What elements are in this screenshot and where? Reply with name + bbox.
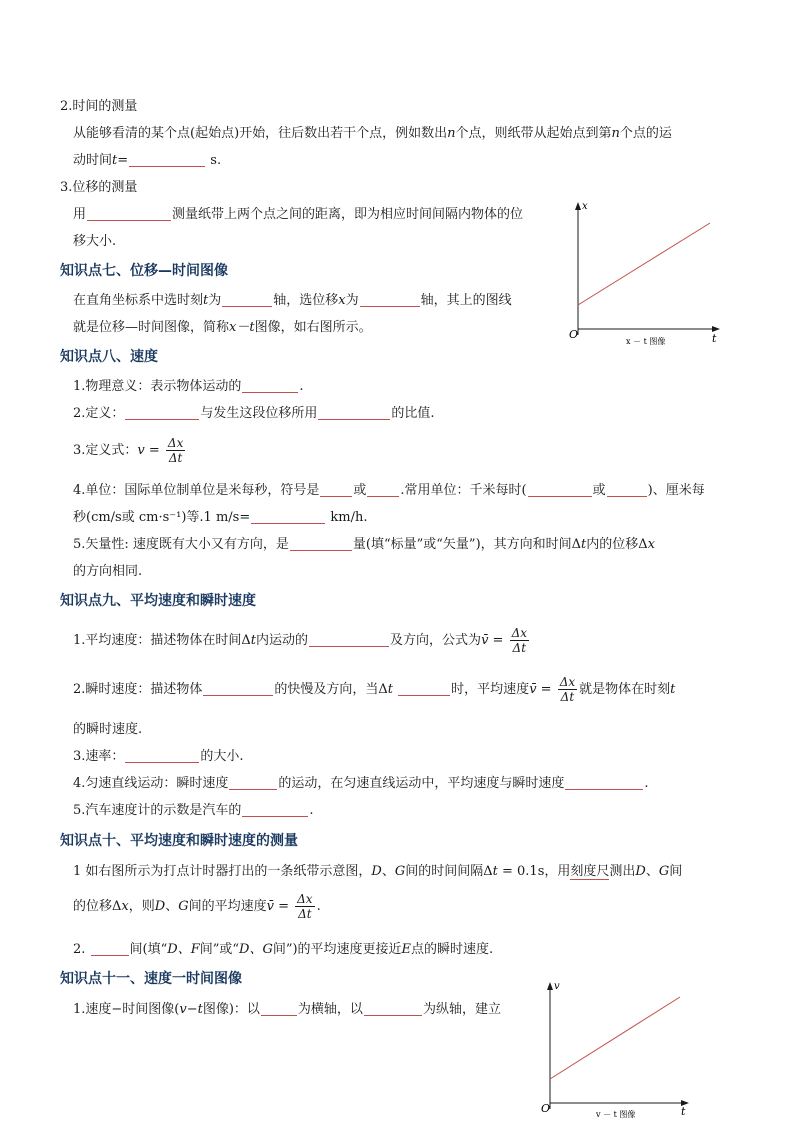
v-t-graph (534, 975, 704, 1124)
sec2-line1: 从能够看清的某个点(起始点)开始，往后数出若干个点，例如数出n个点，则纸带从起始点到第n个点的运 (73, 126, 672, 141)
k7-line2: 就是位移—时间图像，简称x－t图像，如右图所示。 (73, 320, 372, 335)
fraction: $\frac{\Delta x}{\Delta t}$ (297, 892, 313, 921)
k8-item1: 1.物理意义：表示物体运动的 . (73, 379, 304, 394)
blank[interactable] (125, 406, 199, 420)
k9-item2-line2: 的瞬时速度. (73, 722, 143, 737)
blank[interactable] (320, 483, 352, 497)
k8-item4-line1: 4.单位：国际单位制单位是米每秒，符号是 或 .常用单位：千米每时( 或 )、厘米每 (73, 483, 705, 498)
blank[interactable] (398, 682, 450, 696)
blank[interactable] (125, 749, 199, 763)
k10-item1-line1: 1 如右图所示为打点计时器打出的一条纸带示意图，D、G间的时间间隔Δt = 0.1s，用刻度尺测出D、G间 (73, 864, 683, 879)
k8-item5-line2: 的方向相同. (73, 564, 143, 579)
k9-item5: 5.汽车速度计的示数是汽车的 . (73, 803, 314, 818)
blank[interactable] (360, 293, 420, 307)
k8-item2: 2.定义： 与发生这段位移所用 的比值. (73, 406, 435, 421)
blank[interactable] (318, 406, 390, 420)
sec3-line2: 移大小. (73, 234, 117, 249)
heading-k10: 知识点十、平均速度和瞬时速度的测量 (60, 833, 298, 849)
k10-item1-line2: 的位移Δx，则D、G间的平均速度v̄ = $\frac{\Delta x}{\Delta t}$ . (73, 892, 321, 921)
k11-item1: 1.速度−时间图像(v−t图像)：以 为横轴，以 为纵轴，建立 (73, 1002, 501, 1017)
heading-k8: 知识点八、速度 (60, 349, 158, 365)
sec2-title: 2.时间的测量 (60, 99, 138, 114)
blank[interactable] (222, 293, 272, 307)
blank[interactable] (242, 803, 308, 817)
blank[interactable] (528, 483, 592, 497)
k9-item3: 3.速率： 的大小. (73, 749, 244, 764)
k9-item2: 2.瞬时速度：描述物体 的快慢及方向，当Δt 时，平均速度v̄ = $\frac{\Delta x}{\Delta t}$ 就是物体在时刻t (73, 675, 676, 704)
blank[interactable] (229, 776, 277, 790)
blank[interactable] (367, 483, 399, 497)
blank[interactable] (565, 776, 643, 790)
ruler-link: 刻度尺 (570, 864, 610, 879)
sec3-title: 3.位移的测量 (60, 180, 138, 195)
fraction: $\frac{\Delta x}{\Delta t}$ (167, 436, 184, 465)
graph-caption: x － t 图像 (626, 337, 666, 346)
origin-label: O (541, 1102, 551, 1115)
blank[interactable] (261, 1002, 297, 1016)
sec2-line2: 动时间t= s. (73, 153, 222, 168)
x-t-graph (560, 195, 730, 354)
k8-item3: 3.定义式：v = $\frac{\Delta x}{\Delta t}$ (73, 436, 184, 465)
blank[interactable] (607, 483, 647, 497)
k8-item4-line2: 秒(cm/s或 cm·s⁻¹)等.1 m/s= km/h. (73, 510, 368, 525)
k8-item5-line1: 5.矢量性: 速度既有大小又有方向，是 量(填“标量”或“矢量”)，其方向和时间Δt内的位移Δx (73, 537, 656, 552)
x-axis-label: t (712, 332, 717, 345)
blank[interactable] (251, 510, 325, 524)
y-axis-label: v (554, 981, 560, 992)
fraction: $\frac{\Delta x}{\Delta t}$ (511, 626, 528, 655)
heading-k11: 知识点十一、速度一时间图像 (60, 971, 242, 987)
blank[interactable] (203, 682, 273, 696)
blank[interactable] (91, 942, 129, 956)
graph-caption: v － t 图像 (596, 1110, 636, 1119)
k10-item2: 2. 间(填“D、F间”或“D、G间”)的平均速度更接近E点的瞬时速度. (73, 942, 494, 957)
y-axis-label: x (582, 201, 588, 212)
fraction: $\frac{\Delta x}{\Delta t}$ (559, 675, 576, 704)
k9-item4: 4.匀速直线运动：瞬时速度 的运动，在匀速直线运动中，平均速度与瞬时速度 . (73, 776, 649, 791)
blank[interactable] (129, 153, 205, 167)
blank[interactable] (290, 537, 352, 551)
sec3-line1: 用 测量纸带上两个点之间的距离，即为相应时间间隔内物体的位 (73, 207, 524, 222)
heading-k7: 知识点七、位移—时间图像 (60, 263, 228, 279)
x-axis-label: t (681, 1105, 686, 1118)
heading-k9: 知识点九、平均速度和瞬时速度 (60, 593, 256, 609)
blank[interactable] (242, 379, 298, 393)
k7-line1: 在直角坐标系中选时刻t为 轴，选位移x为 轴，其上的图线 (73, 293, 512, 308)
k9-item1: 1.平均速度：描述物体在时间Δt内运动的 及方向，公式为v̄ = $\frac{\Delta x}{\Delta t}$ (73, 626, 528, 655)
blank[interactable] (309, 633, 389, 647)
blank[interactable] (364, 1002, 422, 1016)
origin-label: O (569, 328, 579, 341)
blank[interactable] (87, 207, 171, 221)
